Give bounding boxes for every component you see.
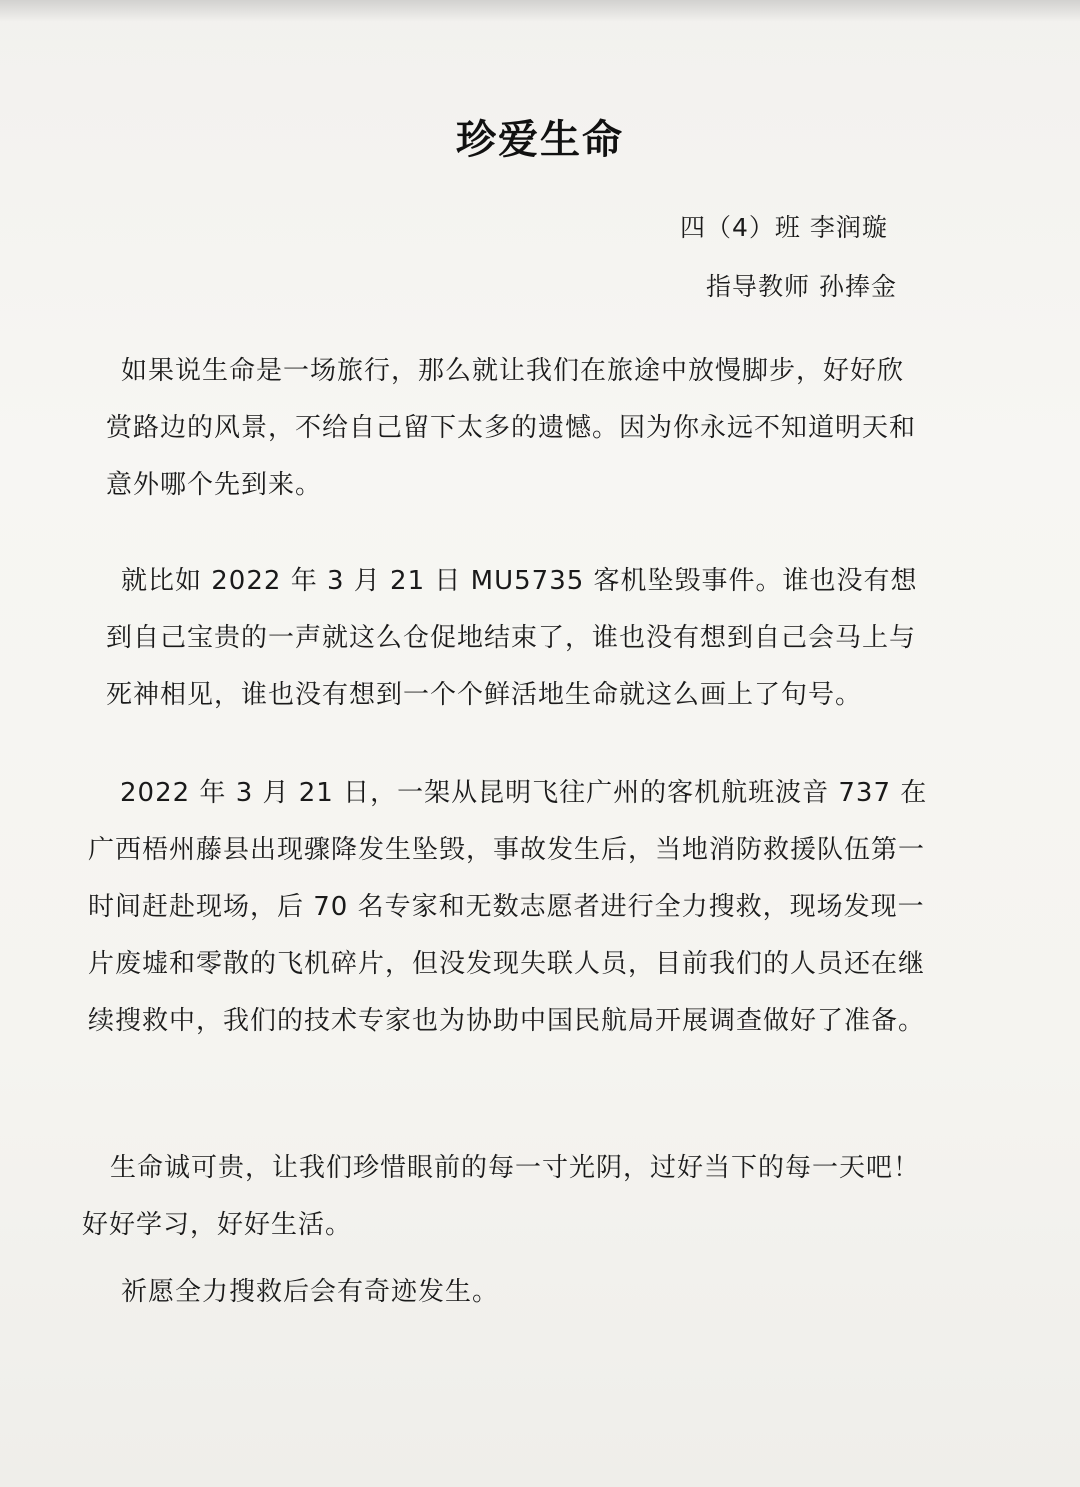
paragraph-2: 就比如 2022 年 3 月 21 日 MU5735 客机坠毁事件。谁也没有想到自己宝贵的一声就这么仓促地结束了，谁也没有想到自己会马上与死神相见，谁也没有想到一个个鲜活地生命就这么画上了句号。 xyxy=(106,566,918,710)
teacher-line: 指导教师 孙捧金 xyxy=(706,272,897,301)
paragraph-5: 祈愿全力搜救后会有奇迹发生。 xyxy=(121,1277,500,1307)
paragraph-4: 生命诚可贵，让我们珍惜眼前的每一寸光阴，过好当下的每一天吧！好好学习，好好生活。 xyxy=(82,1153,921,1240)
essay-title: 珍爱生命 xyxy=(456,117,624,163)
author-class-line: 四（4）班 李润璇 xyxy=(680,213,888,242)
page-edge-shadow xyxy=(0,0,1080,22)
paragraph-1: 如果说生命是一场旅行，那么就让我们在旅途中放慢脚步，好好欣赏路边的风景，不给自己留下太多的遗憾。因为你永远不知道明天和意外哪个先到来。 xyxy=(106,356,917,500)
paragraph-3: 2022 年 3 月 21 日，一架从昆明飞往广州的客机航班波音 737 在广西梧州藤县出现骤降发生坠毁，事故发生后，当地消防救援队伍第一时间赶赴现场，后 70 名专家和无数志愿者进行全力搜救，现场发现一片废墟和零散的飞机碎片，但没发现失联人员，目前我们的人员还在继续搜救中，我们的技术专家也为协助中国民航局开展调查做好了准备。 xyxy=(88,778,928,1036)
